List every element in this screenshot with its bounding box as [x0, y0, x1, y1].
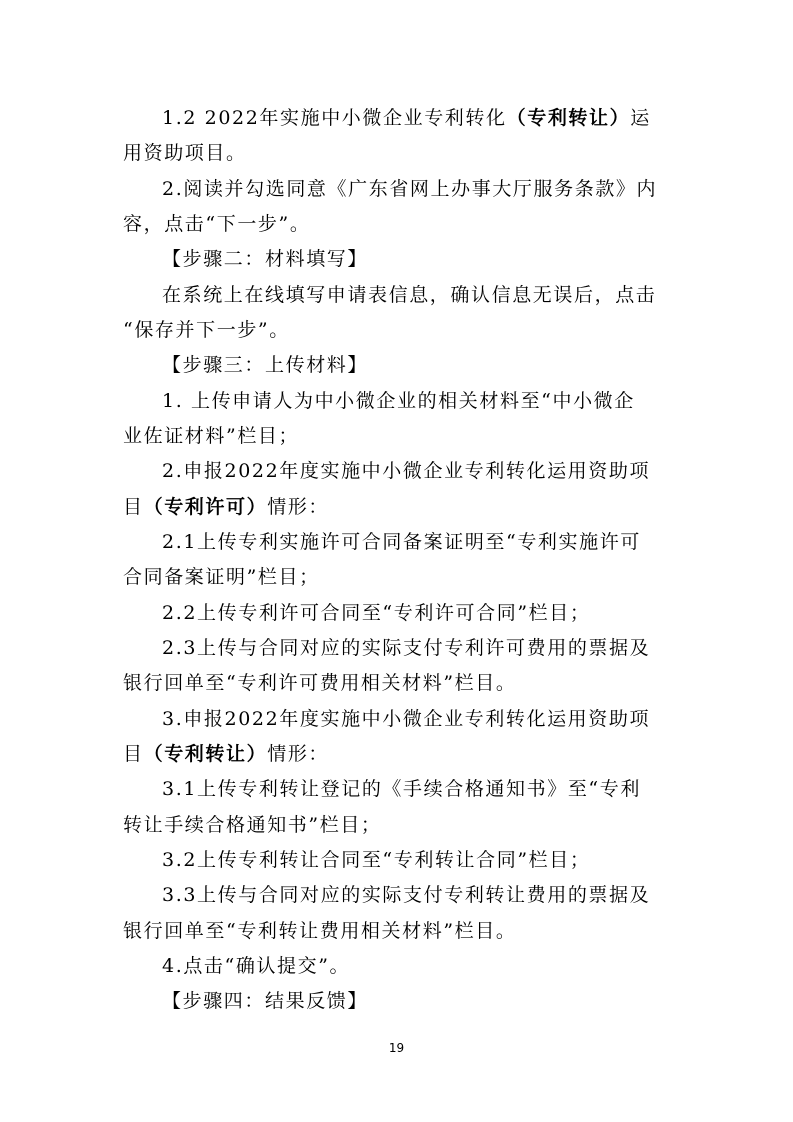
- text-segment: 3.3上传与合同对应的实际支付专利转让费用的票据及: [162, 884, 651, 906]
- bold-text-segment: （专利转让）: [506, 107, 631, 129]
- text-line: [123, 742, 329, 766]
- text-segment: 运: [630, 107, 651, 129]
- text-segment: “保存并下一步”。: [123, 319, 290, 341]
- text-line: [162, 106, 651, 130]
- text-segment: 在系统上在线填写申请表信息，确认信息无误后，点击: [162, 284, 657, 306]
- text-line: [123, 424, 299, 448]
- text-segment: 3.申报2022年度实施中小微企业专利转化运用资助项: [162, 708, 651, 730]
- text-line: [162, 636, 650, 660]
- text-line: [123, 318, 290, 342]
- text-segment: 2.1上传专利实施许可合同备案证明至“专利实施许可: [162, 531, 641, 553]
- text-line: [123, 495, 329, 519]
- text-line: [123, 919, 516, 943]
- text-line: [123, 671, 516, 695]
- text-line: [123, 212, 310, 236]
- text-line: [162, 707, 650, 731]
- text-line: [162, 989, 368, 1013]
- text-line: [162, 389, 635, 413]
- text-segment: 用资助项目。: [123, 142, 247, 164]
- bold-text-segment: （专利许可）: [143, 496, 268, 518]
- bold-text-segment: （专利转让）: [143, 743, 268, 765]
- text-segment: 目: [123, 743, 144, 765]
- text-line: [123, 565, 320, 589]
- text-line: [162, 247, 368, 271]
- text-segment: 容，点击“下一步”。: [123, 213, 311, 235]
- text-segment: 2.2上传专利许可合同至“专利许可合同”栏目；: [162, 602, 591, 624]
- text-line: [123, 813, 382, 837]
- text-segment: 合同备案证明”栏目；: [123, 566, 320, 588]
- text-segment: 【步骤三：上传材料】: [162, 354, 369, 376]
- text-segment: 【步骤四：结果反馈】: [162, 990, 369, 1012]
- text-line: [162, 883, 650, 907]
- text-segment: 情形：: [267, 496, 330, 518]
- text-segment: 3.2上传专利转让合同至“专利转让合同”栏目；: [162, 849, 591, 871]
- text-segment: 目: [123, 496, 144, 518]
- text-segment: 2.申报2022年度实施中小微企业专利转化运用资助项: [162, 460, 651, 482]
- text-segment: 3.1上传专利转让登记的《手续合格通知书》至“专利: [162, 778, 641, 800]
- text-line: [162, 530, 641, 554]
- text-segment: 1. 上传申请人为中小微企业的相关材料至“中小微企: [162, 390, 635, 412]
- text-segment: 4.点击“确认提交”。: [162, 955, 351, 977]
- text-segment: 情形：: [267, 743, 330, 765]
- text-line: [162, 954, 350, 978]
- page-number: 19: [388, 1041, 405, 1055]
- text-line: [123, 141, 247, 165]
- text-segment: 1.2 2022年实施中小微企业专利转化: [162, 107, 507, 129]
- text-segment: 业佐证材料”栏目；: [123, 425, 300, 447]
- text-line: [162, 777, 641, 801]
- text-line: [162, 353, 368, 377]
- text-segment: 银行回单至“专利转让费用相关材料”栏目。: [123, 920, 517, 942]
- text-line: [162, 177, 657, 201]
- text-segment: 2.3上传与合同对应的实际支付专利许可费用的票据及: [162, 637, 651, 659]
- text-segment: 2.阅读并勾选同意《广东省网上办事大厅服务条款》内: [162, 178, 658, 200]
- text-line: [162, 283, 656, 307]
- text-segment: 【步骤二：材料填写】: [162, 248, 369, 270]
- text-segment: 转让手续合格通知书”栏目；: [123, 814, 382, 836]
- text-line: [162, 459, 650, 483]
- text-line: [162, 601, 590, 625]
- text-segment: 银行回单至“专利许可费用相关材料”栏目。: [123, 672, 517, 694]
- text-line: [162, 848, 590, 872]
